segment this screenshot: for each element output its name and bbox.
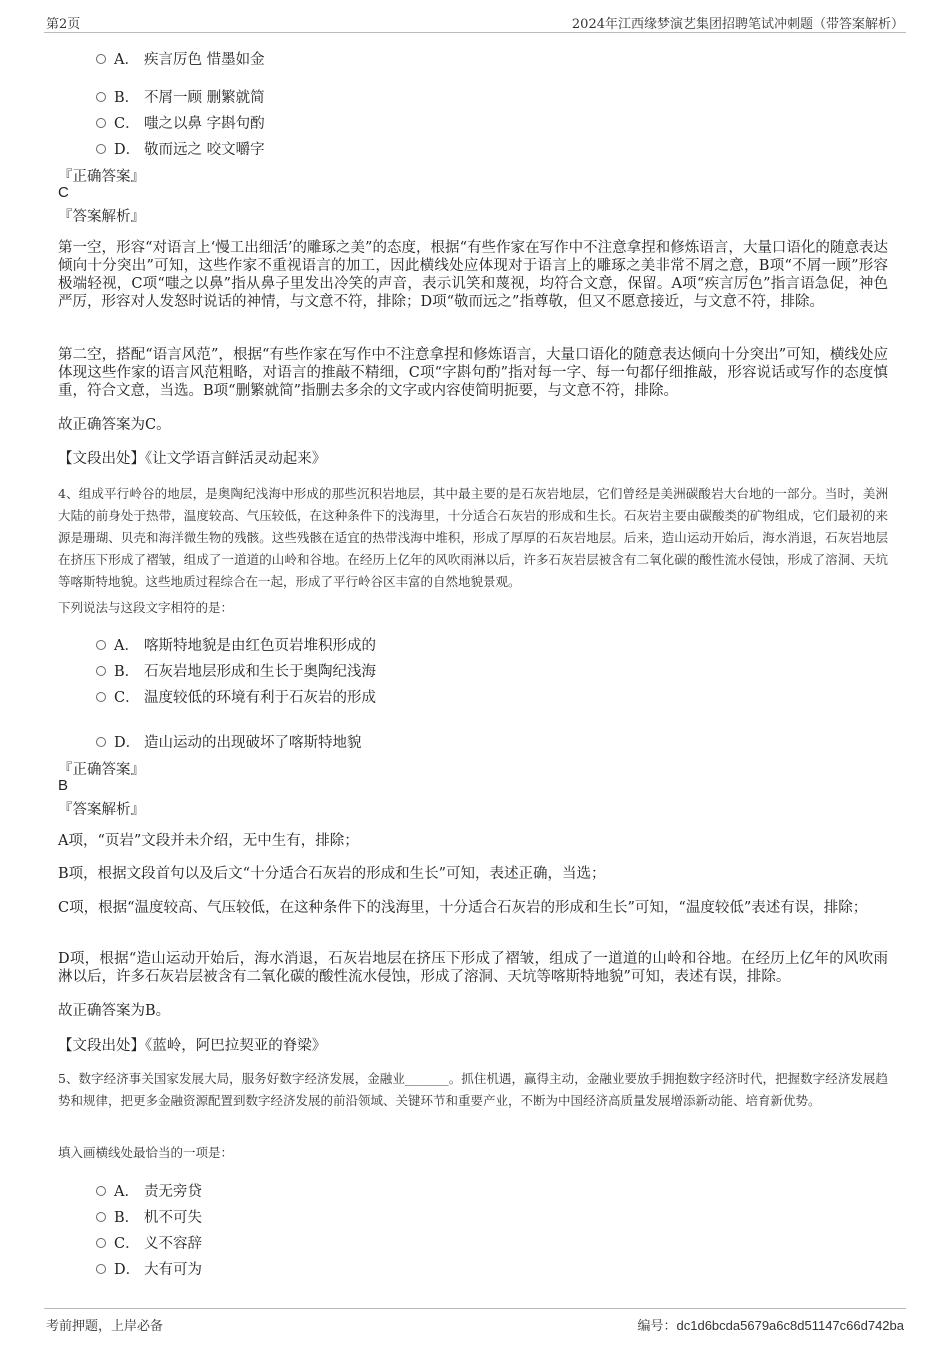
footer-slogan: 考前押题，上岸必备 bbox=[46, 1319, 164, 1334]
q3-source: 【文段出处】《让文学语言鲜活灵动起来》 bbox=[58, 451, 327, 467]
q4-analysis-a: A项，“页岩”文段并未介绍，无中生有，排除； bbox=[58, 833, 359, 849]
radio-icon[interactable] bbox=[96, 640, 106, 650]
q4-option-d[interactable]: D． 造山运动的出现破坏了喀斯特地貌 bbox=[96, 731, 362, 752]
q3-option-b[interactable]: B． 不屑一顾 删繁就简 bbox=[96, 86, 265, 107]
radio-icon[interactable] bbox=[96, 118, 106, 128]
radio-icon[interactable] bbox=[96, 92, 106, 102]
q4-analysis-d: D项，根据“造山运动开始后，海水消退，石灰岩地层在挤压下形成了褶皱，组成了一道道的山岭和谷地。在经历上亿年的风吹雨淋以后，许多石灰岩层被含有二氧化碳的酸性流水侵蚀，形成了溶洞、天坑等喀斯特地貌”可知，表述有误，排除。 bbox=[58, 951, 888, 985]
q3-option-a[interactable]: A． 疾言厉色 惜墨如金 bbox=[96, 48, 265, 69]
radio-icon[interactable] bbox=[96, 666, 106, 676]
q3-analysis-p3: 故正确答案为C。 bbox=[58, 417, 171, 433]
q5-option-c[interactable]: C． 义不容辞 bbox=[96, 1232, 202, 1253]
q3-analysis-p2: 第二空，搭配“语言风范”，根据“有些作家在写作中不注意拿捏和修炼语言，大量口语化的随意表达倾向十分突出”可知，横线处应体现这些作家的语言风范粗略，对语言的推敲不精细，C项“字斟句酌”指对每一字、每一句都仔细推敲，形容说话或写作的态度慎重，符合文意，当选。B项“删繁就简”指删去多余的文字或内容使简明扼要，与文意不符，排除。 bbox=[58, 347, 888, 399]
page-footer bbox=[44, 1308, 906, 1333]
q4-analysis-c: C项，根据“温度较高、气压较低，在这种条件下的浅海里，十分适合石灰岩的形成和生长”可知，“温度较低”表述有误，排除； bbox=[58, 900, 868, 916]
code-label: 编号： bbox=[637, 1319, 677, 1334]
code-value: dc1d6bcda5679a6c8d51147c66d742ba bbox=[676, 1318, 904, 1333]
q3-option-c[interactable]: C． 嗤之以鼻 字斟句酌 bbox=[96, 112, 265, 133]
radio-icon[interactable] bbox=[96, 54, 106, 64]
document-title: 2024年江西缘梦演艺集团招聘笔试冲刺题（带答案解析） bbox=[571, 17, 904, 32]
q3-option-d[interactable]: D． 敬而远之 咬文嚼字 bbox=[96, 138, 265, 159]
q3-analysis-p1: 第一空，形容“对语言上‘慢工出细活’的雕琢之美”的态度，根据“有些作家在写作中不注意拿捏和修炼语言，大量口语化的随意表达倾向十分突出”可知，这些作家不重视语言的加工，因此横线处应体现对于语言上的雕琢之美非常不屑之意，B项“不屑一顾”形容极端轻视，C项“嗤之以鼻”指从鼻子里发出冷笑的声音，表示讥笑和蔑视，均符合文意，保留。A项“疾言厉色”指言语急促，神色严厉，形容对人发怒时说话的神情，与文意不符，排除；D项“敬而远之”指尊敬，但又不愿意接近，与文意不符，排除。 bbox=[58, 240, 888, 310]
radio-icon[interactable] bbox=[96, 692, 106, 702]
q5-option-b[interactable]: B． 机不可失 bbox=[96, 1206, 202, 1227]
q5-stem: 5、数字经济事关国家发展大局，服务好数字经济发展，金融业_______。抓住机遇，赢得主动，金融业要放手拥抱数字经济时代，把握数字经济发展趋势和规律，把更多金融资源配置到数字经济发展的前沿领域、关键环节和重要产业，不断为中国经济高质量发展增添新动能、培育新优势。 bbox=[58, 1071, 888, 1108]
q4-answer-label: 『正确答案』 bbox=[58, 762, 145, 778]
radio-icon[interactable] bbox=[96, 1186, 106, 1196]
q3-analysis-label: 『答案解析』 bbox=[58, 209, 145, 225]
radio-icon[interactable] bbox=[96, 1212, 106, 1222]
radio-icon[interactable] bbox=[96, 737, 106, 747]
page-number: 第2页 bbox=[46, 17, 81, 32]
q4-option-b[interactable]: B． 石灰岩地层形成和生长于奥陶纪浅海 bbox=[96, 660, 376, 681]
radio-icon[interactable] bbox=[96, 1264, 106, 1274]
q4-analysis-conclusion: 故正确答案为B。 bbox=[58, 1003, 171, 1019]
q4-stem: 4、组成平行岭谷的地层，是奥陶纪浅海中形成的那些沉积岩地层，其中最主要的是石灰岩地层，它们曾经是美洲碳酸岩大台地的一部分。当时，美洲大陆的前身处于热带，温度较高、气压较低，在这种条件下的浅海里，十分适合石灰岩的形成和生长。石灰岩主要由碳酸类的矿物组成，它们最初的来源是珊瑚、贝壳和海洋微生物的残骸。这些残骸在适宜的热带浅海中堆积，形成了厚厚的石灰岩地层。后来，造山运动开始后，海水消退，石灰岩地层在挤压下形成了褶皱，组成了一道道的山岭和谷地。在经历上亿年的风吹雨淋以后，许多石灰岩层被含有二氧化碳的酸性流水侵蚀，形成了溶洞、天坑等喀斯特地貌。这些地质过程综合在一起，形成了平行岭谷区丰富的自然地貌景观。 bbox=[58, 486, 888, 589]
q5-option-a[interactable]: A． 责无旁贷 bbox=[96, 1180, 202, 1201]
q3-answer: C bbox=[58, 184, 69, 201]
q4-question: 下列说法与这段文字相符的是： bbox=[58, 600, 234, 615]
q5-option-d[interactable]: D． 大有可为 bbox=[96, 1258, 202, 1279]
q4-option-a[interactable]: A． 喀斯特地貌是由红色页岩堆积形成的 bbox=[96, 634, 376, 655]
radio-icon[interactable] bbox=[96, 1238, 106, 1248]
q4-analysis-label: 『答案解析』 bbox=[58, 802, 145, 818]
q4-analysis-b: B项，根据文段首句以及后文“十分适合石灰岩的形成和生长”可知，表述正确，当选； bbox=[58, 866, 606, 882]
q3-answer-label: 『正确答案』 bbox=[58, 169, 145, 185]
page-header bbox=[44, 10, 906, 33]
document-code bbox=[638, 1315, 905, 1334]
q5-question: 填入画横线处最恰当的一项是： bbox=[58, 1145, 234, 1160]
q4-answer: B bbox=[58, 777, 69, 794]
q4-source: 【文段出处】《蓝岭，阿巴拉契亚的脊梁》 bbox=[58, 1038, 327, 1054]
q4-option-c[interactable]: C． 温度较低的环境有利于石灰岩的形成 bbox=[96, 686, 376, 707]
radio-icon[interactable] bbox=[96, 144, 106, 154]
